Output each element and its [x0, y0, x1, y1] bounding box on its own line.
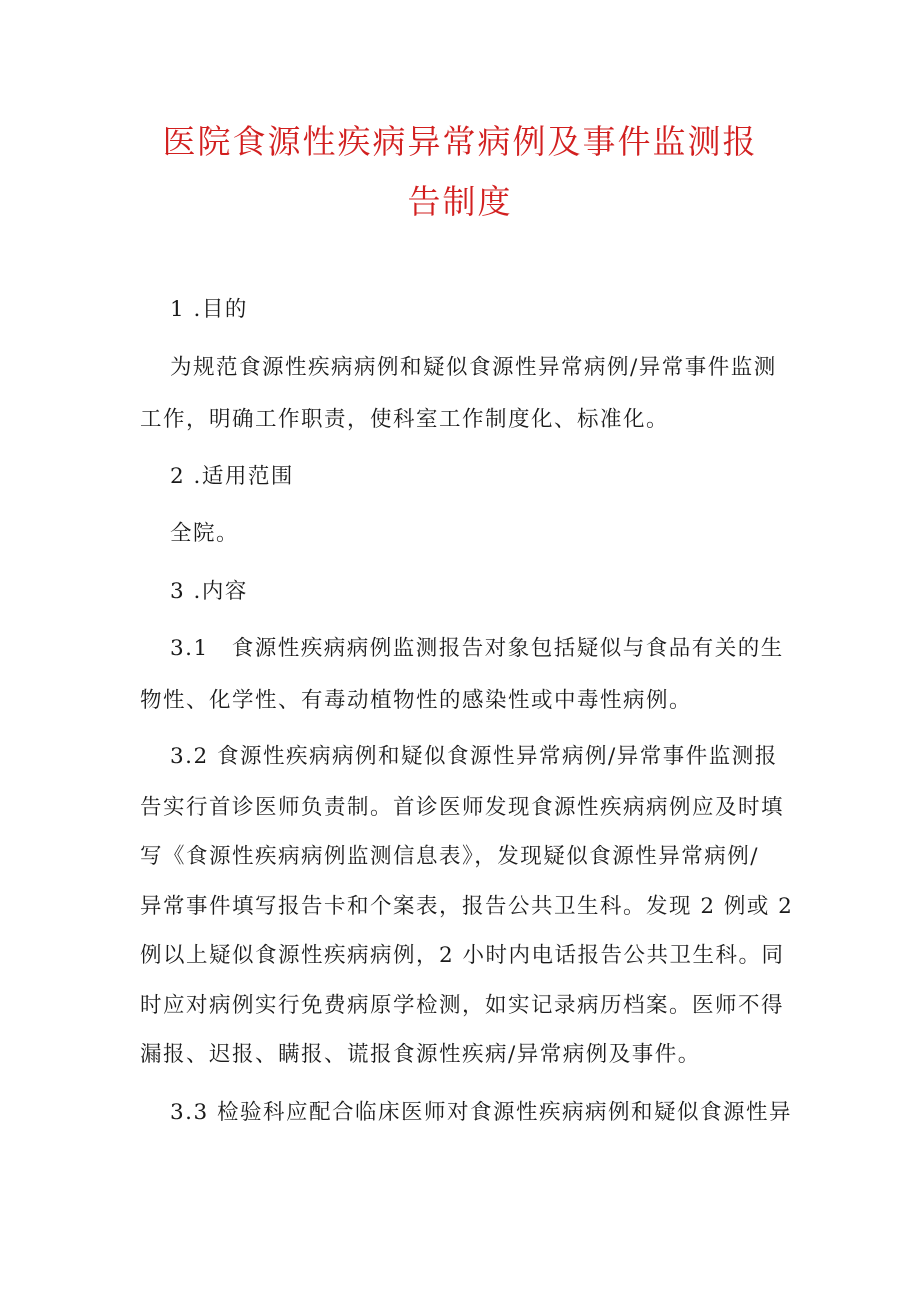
paragraph-line: 异常事件填写报告卡和个案表，报告公共卫生科。发现 2 例或 2 — [140, 894, 794, 919]
paragraph-line: 告实行首诊医师负责制。首诊医师发现食源性疾病病例应及时填 — [140, 795, 785, 820]
title-line-1: 医院食源性疾病异常病例及事件监测报 — [162, 122, 758, 161]
paragraph-line: 工作，明确工作职责，使科室工作制度化、标准化。 — [140, 407, 670, 432]
paragraph-line: 为规范食源性疾病病例和疑似食源性异常病例/异常事件监测 — [170, 355, 777, 380]
section-heading-content: 3 .内容 — [170, 579, 248, 604]
document-title — [120, 112, 800, 232]
paragraph-line: 物性、化学性、有毒动植物性的感染性或中毒性病例。 — [140, 688, 693, 713]
paragraph-line: 漏报、迟报、瞒报、谎报食源性疾病/异常病例及事件。 — [140, 1042, 701, 1067]
paragraph-line: 写《食源性疾病病例监测信息表》，发现疑似食源性异常病例/ — [140, 844, 759, 869]
paragraph-line: 时应对病例实行免费病原学检测，如实记录病历档案。医师不得 — [140, 993, 785, 1018]
paragraph-line: 例以上疑似食源性疾病病例，2 小时内电话报告公共卫生科。同 — [140, 943, 785, 968]
title-line-2: 告制度 — [407, 182, 513, 221]
paragraph-line: 3.3 检验科应配合临床医师对食源性疾病病例和疑似食源性异 — [170, 1100, 793, 1125]
section-heading-scope: 2 .适用范围 — [170, 464, 294, 489]
section-heading-purpose: 1 .目的 — [170, 297, 248, 322]
paragraph-line: 全院。 — [170, 521, 240, 546]
paragraph-line: 3.1 食源性疾病病例监测报告对象包括疑似与食品有关的生 — [170, 636, 784, 661]
paragraph-line: 3.2 食源性疾病病例和疑似食源性异常病例/异常事件监测报 — [170, 744, 778, 769]
